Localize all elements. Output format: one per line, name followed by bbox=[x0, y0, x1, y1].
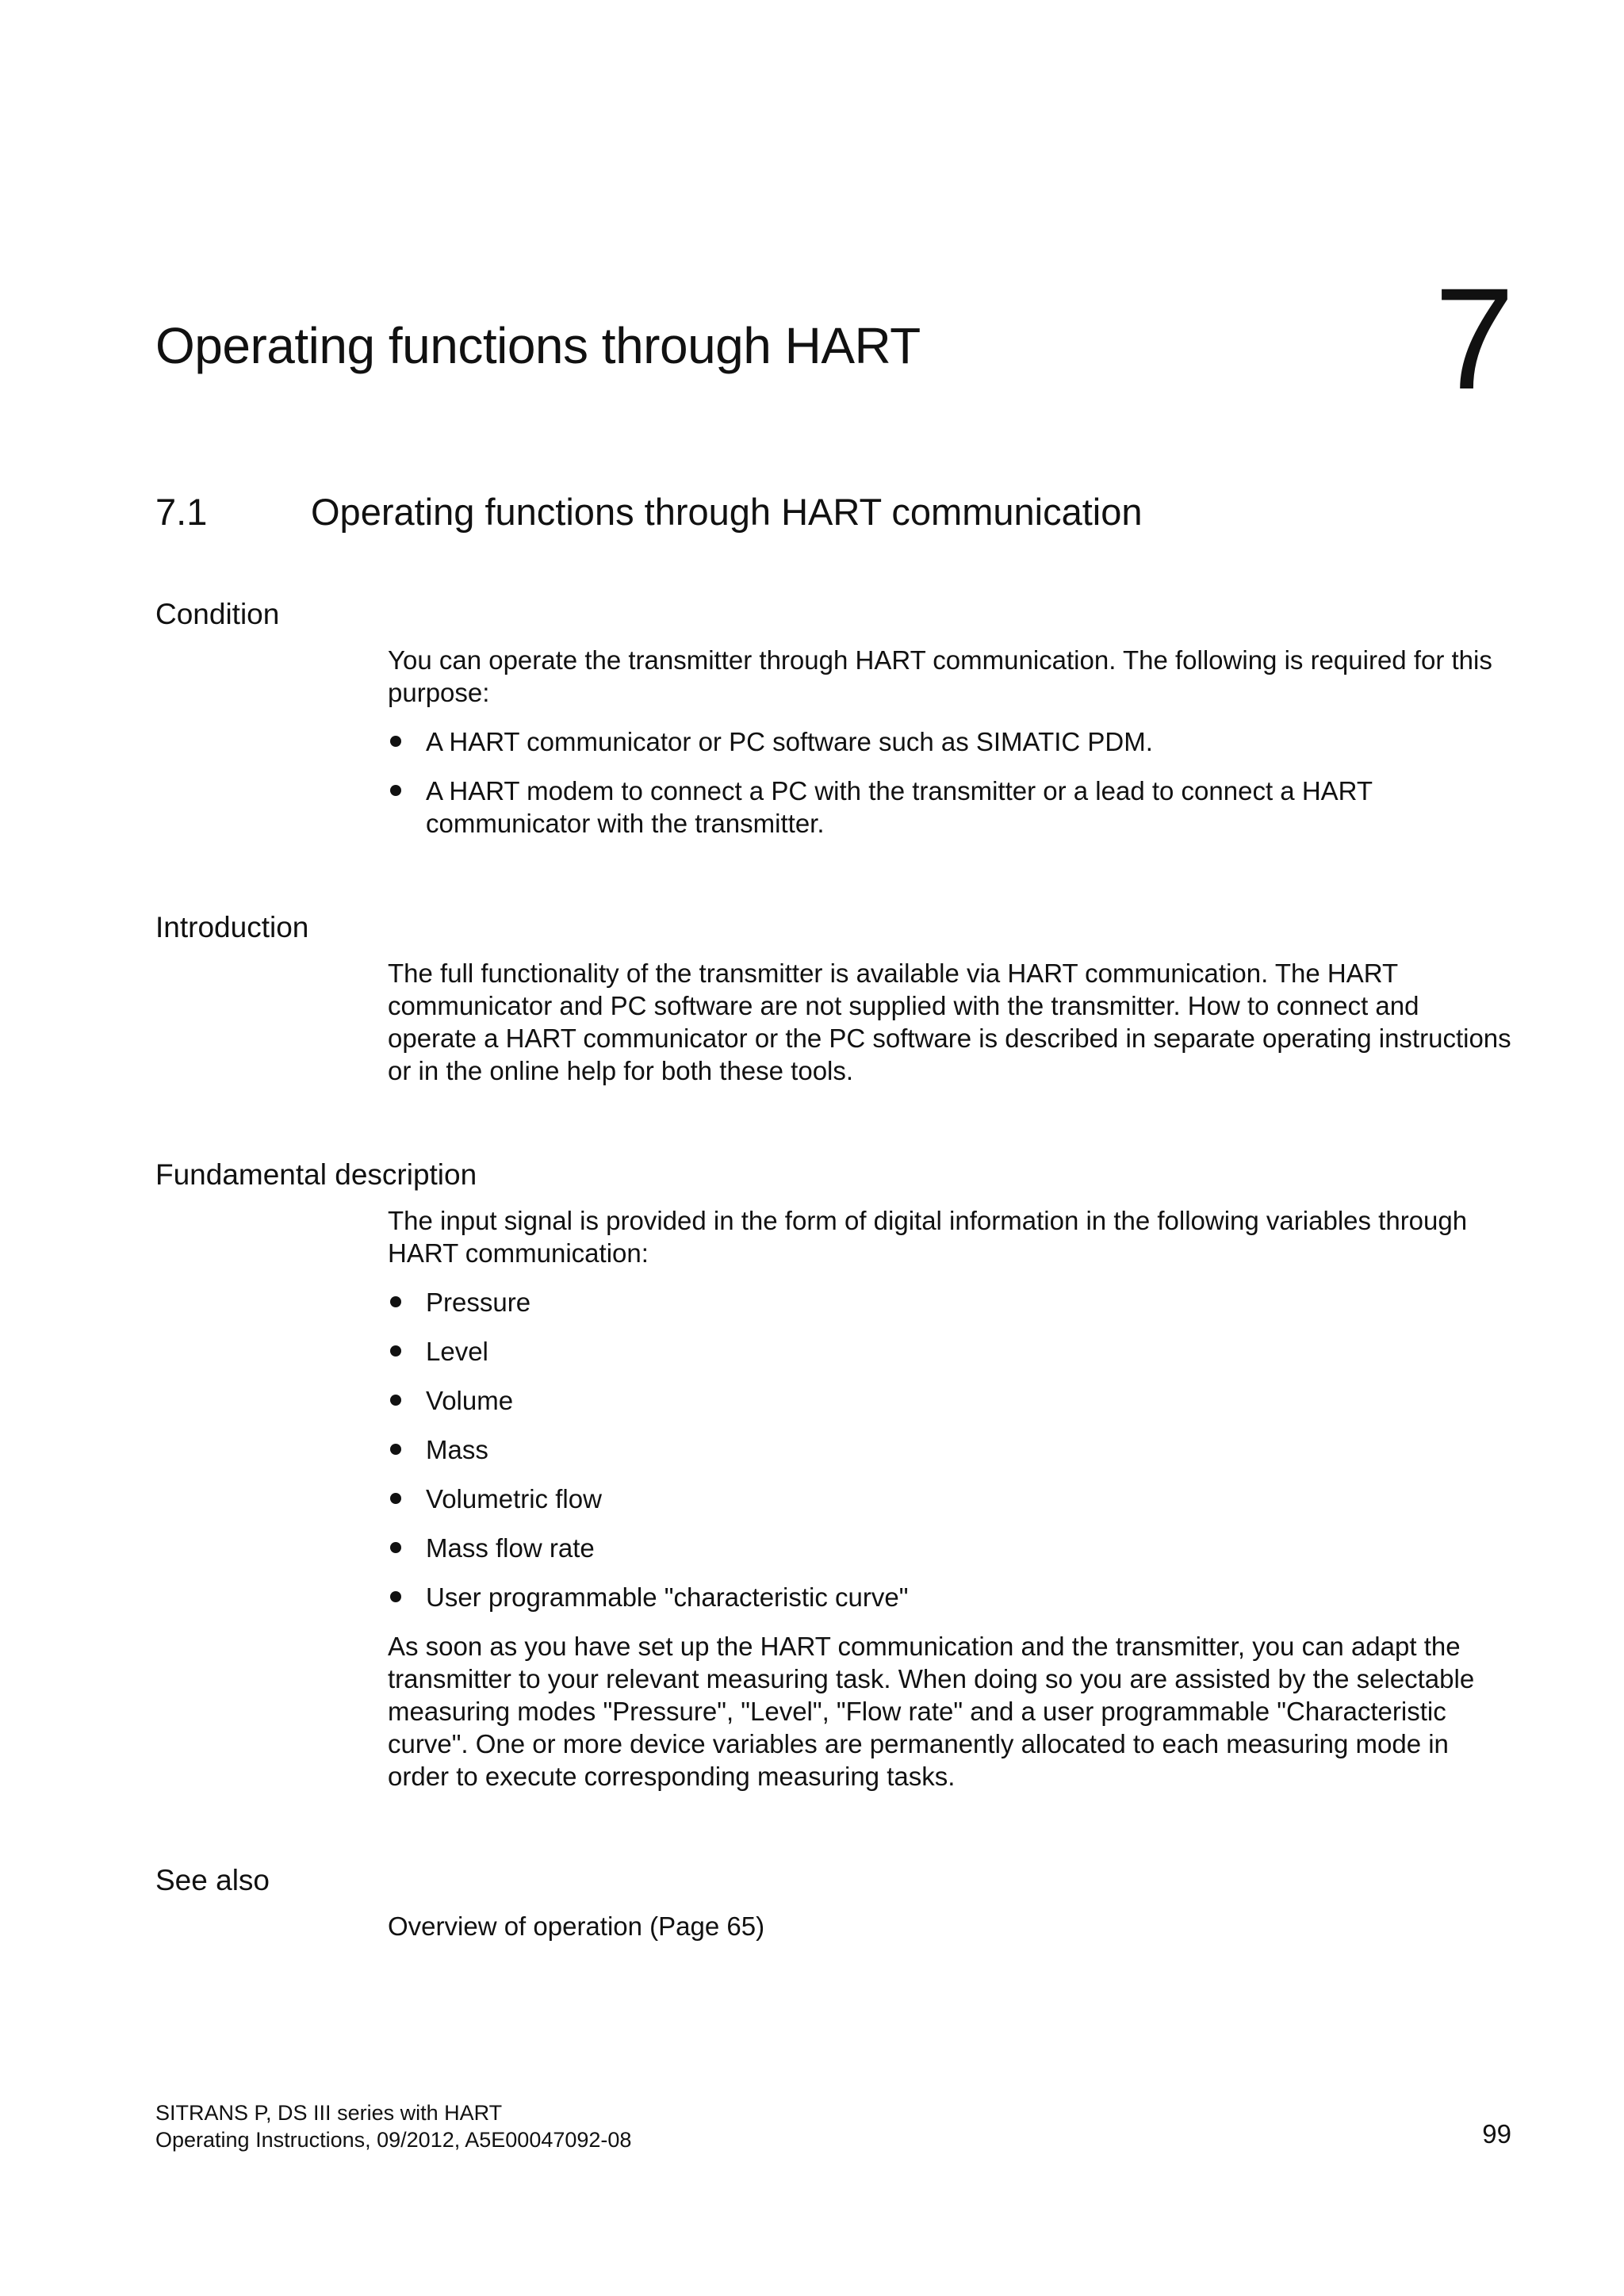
list-item: Pressure bbox=[388, 1286, 1514, 1318]
introduction-heading: Introduction bbox=[155, 911, 309, 943]
list-item: Mass bbox=[388, 1433, 1514, 1466]
list-item: A HART modem to connect a PC with the transmitter or a lead to connect a HART communicator with the transmitter. bbox=[388, 775, 1514, 840]
chapter-title: Operating functions through HART bbox=[155, 317, 921, 374]
overview-of-operation-link[interactable]: Overview of operation (Page 65) bbox=[388, 1911, 765, 1941]
introduction-text: The full functionality of the transmitter is available via HART communication. The HART communicator and PC software are not supplied with the transmitter. How to connect and operate a HART communicator or the PC software is described in separate operating instructions or in the online help for both these tools. bbox=[388, 959, 1511, 1085]
list-item: Volume bbox=[388, 1384, 1514, 1417]
condition-intro: You can operate the transmitter through HART communication. The following is required for this purpose: bbox=[388, 645, 1492, 707]
introduction-section bbox=[388, 957, 1514, 1087]
fundamental-section bbox=[388, 1204, 1514, 1793]
footer-document-info: Operating Instructions, 09/2012, A5E00047092-08 bbox=[155, 2128, 632, 2152]
list-item: Volumetric flow bbox=[388, 1483, 1514, 1515]
see-also-section bbox=[388, 1910, 1514, 1942]
condition-section bbox=[388, 644, 1514, 856]
footer-product: SITRANS P, DS III series with HART bbox=[155, 2101, 503, 2125]
section-title: Operating functions through HART communication bbox=[311, 491, 1143, 533]
variables-bullet-list bbox=[388, 1286, 1514, 1613]
chapter-number: 7 bbox=[1434, 258, 1515, 419]
list-item: Level bbox=[388, 1335, 1514, 1368]
condition-bullet-list bbox=[388, 725, 1514, 840]
list-item: Mass flow rate bbox=[388, 1532, 1514, 1564]
list-item: A HART communicator or PC software such as SIMATIC PDM. bbox=[388, 725, 1514, 758]
fundamental-heading: Fundamental description bbox=[155, 1158, 477, 1191]
fundamental-closing: As soon as you have set up the HART communication and the transmitter, you can adapt the transmitter to your relevant measuring task. When doing so you are assisted by the selectable measuring modes "Pressure", "Level", "Flow rate" and a user programmable "Characteristic curve". One or more device variables are permanently allocated to each measuring mode in order to execute corresponding measuring tasks. bbox=[388, 1632, 1475, 1791]
page-number: 99 bbox=[1482, 2119, 1511, 2149]
see-also-heading: See also bbox=[155, 1864, 270, 1896]
list-item: User programmable "characteristic curve" bbox=[388, 1581, 1514, 1613]
fundamental-intro: The input signal is provided in the form of digital information in the following variables through HART communication: bbox=[388, 1206, 1468, 1268]
section-number: 7.1 bbox=[155, 491, 208, 533]
condition-heading: Condition bbox=[155, 598, 280, 630]
